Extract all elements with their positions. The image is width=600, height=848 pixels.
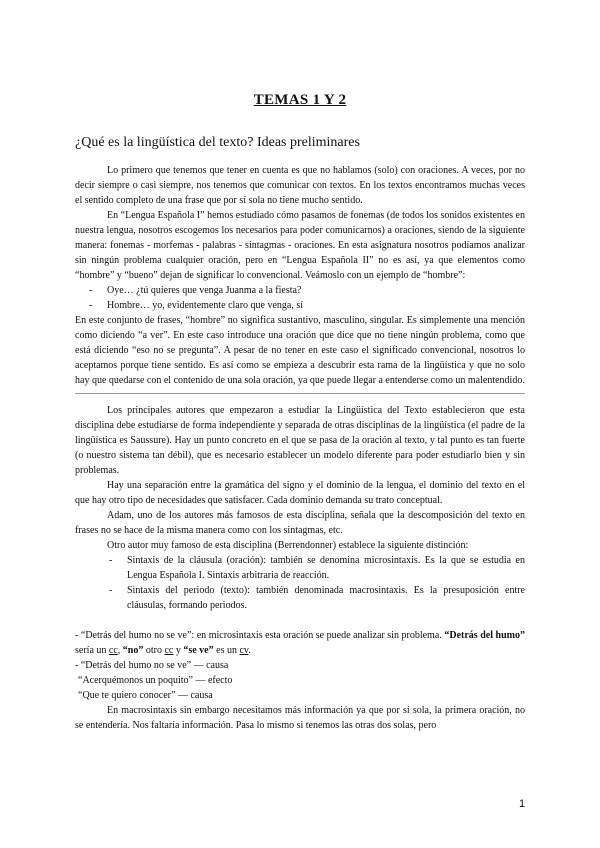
bold-text: “se ve” xyxy=(183,645,214,656)
list-item xyxy=(107,553,525,583)
text-run: sería un xyxy=(75,645,109,656)
list-dash: - xyxy=(109,555,113,566)
paragraph: Lo primero que tenemos que tener en cuenta es que no hablamos (solo) con oraciones. A veces, por no decir siempre o casi siempre, nos tenemos que comunicar con textos. En los textos encontramos muchas veces el sentido completo de una frase que por sí sola no tiene mucho sentido. xyxy=(75,165,525,206)
example-line: “Que te quiero conocer” — causa xyxy=(78,690,213,701)
list-dash: - xyxy=(89,285,93,296)
paragraph: En macrosintaxis sin embargo necesitamos más información ya que por sí sola, la primera oración, no se entendería. Nos faltaría información. Pasa lo mismo si tenemos las otras dos solas, pero xyxy=(75,705,525,731)
document-title: TEMAS 1 Y 2 xyxy=(253,92,347,108)
underlined-text: cc xyxy=(164,645,174,656)
spacer xyxy=(75,613,525,628)
list-item-text: Sintaxis de la cláusula (oración): también se denomina microsintaxis. Es la que se estudia en Lengua Española I. Sintaxis arbitraria de reacción. xyxy=(127,555,525,581)
text-run: . xyxy=(248,645,251,656)
list-dash: - xyxy=(89,300,93,311)
list-item xyxy=(75,298,525,313)
example-line: “Acerquémonos un poquito” — efecto xyxy=(78,675,233,686)
underlined-text: cc xyxy=(108,645,118,656)
paragraph: Hay una separación entre la gramática del signo y el dominio de la lengua, el dominio del texto en el que hay otro tipo de necesidades que satisfacer. Cada dominio demanda su trato conceptual. xyxy=(75,480,525,506)
bold-text: “no” xyxy=(122,645,144,656)
section-1 xyxy=(75,163,525,733)
underlined-text: cv xyxy=(239,645,249,656)
paragraph: En este conjunto de frases, “hombre” no significa sustantivo, masculino, singular. Es simplemente una mención como diciendo “a ver”. En este caso introduce una oración que dice que no tiene ningún problema, como que está diciendo “eso no se pregunta”. A pesar de no tener en este caso el significado convencional, nosotros lo aceptamos porque tiene sentido. Es así como se empieza a descubrir esta rama de la lingüística y que no solo hay que quedarse con el contenido de una sola oración, ya que puede llegar a entenderse como un malentendido. xyxy=(75,315,525,386)
list-item-text: Sintaxis del periodo (texto): también denominada macrosintaxis. Es la presuposición entre cláusulas, formando periodos. xyxy=(127,585,525,611)
paragraph xyxy=(75,628,525,658)
list-item xyxy=(75,283,525,298)
paragraph: Otro autor muy famoso de esta disciplina (Berrendonner) establece la siguiente distinción: xyxy=(107,540,469,551)
page-number: 1 xyxy=(519,798,526,810)
text-run: otro xyxy=(143,645,165,656)
list-dash: - xyxy=(109,585,113,596)
bold-text: “Detrás del humo” xyxy=(444,630,526,641)
text-run: , xyxy=(117,645,123,656)
paragraph: Adam, uno de los autores más famosos de esta disciplina, señala que la descomposición del texto en frases no se hace de la misma manera como con los sintagmas, etc. xyxy=(75,510,525,536)
example-line: - “Detrás del humo no se ve” — causa xyxy=(75,660,229,671)
section-heading: ¿Qué es la lingüística del texto? Ideas preliminares xyxy=(75,135,360,150)
paragraph: En “Lengua Española I” hemos estudiado cómo pasamos de fonemas (de todos los sonidos existentes en nuestra lengua, nosotros escogemos los necesarios para poder comunicarnos) a oraciones, siendo de la siguiente manera: fonemas - morfemas - palabras - sintagmas - oraciones. En esta asignatura nosotros podíamos analizar sin ningún problema cualquier oración, pero en “Lengua Española II” no es así, ya que elementos como “hombre” y “bueno” dejan de significar lo convencional. Veámoslo con un ejemplo de “hombre”: xyxy=(75,210,525,281)
text-run: y xyxy=(173,645,184,656)
horizontal-rule xyxy=(75,393,525,394)
list-item xyxy=(107,583,525,613)
example-line: Oye… ¿tú quieres que venga Juanma a la fiesta? xyxy=(107,285,302,296)
text-run: es un xyxy=(213,645,240,656)
syntax-list xyxy=(75,553,525,613)
paragraph: Los principales autores que empezaron a estudiar la Lingüística del Texto establecieron que esta disciplina debe estudiarse de forma independiente y separada de otras disciplinas de la lingüística (el padre de la lingüística es Saussure). Hay un punto concreto en el que se pasa de la oración al texto, y tal punto es tan fuerte (o nuestro sistema tan débil), que es necesario establecer un modelo diferente para poder estudiarlo bien y sin problemas. xyxy=(75,405,525,476)
text-run: - “Detrás del humo no se ve”: en microsintaxis esta oración se puede analizar sin problema. xyxy=(75,630,445,641)
example-line: Hombre… yo, evidentemente claro que venga, sí xyxy=(107,300,304,311)
